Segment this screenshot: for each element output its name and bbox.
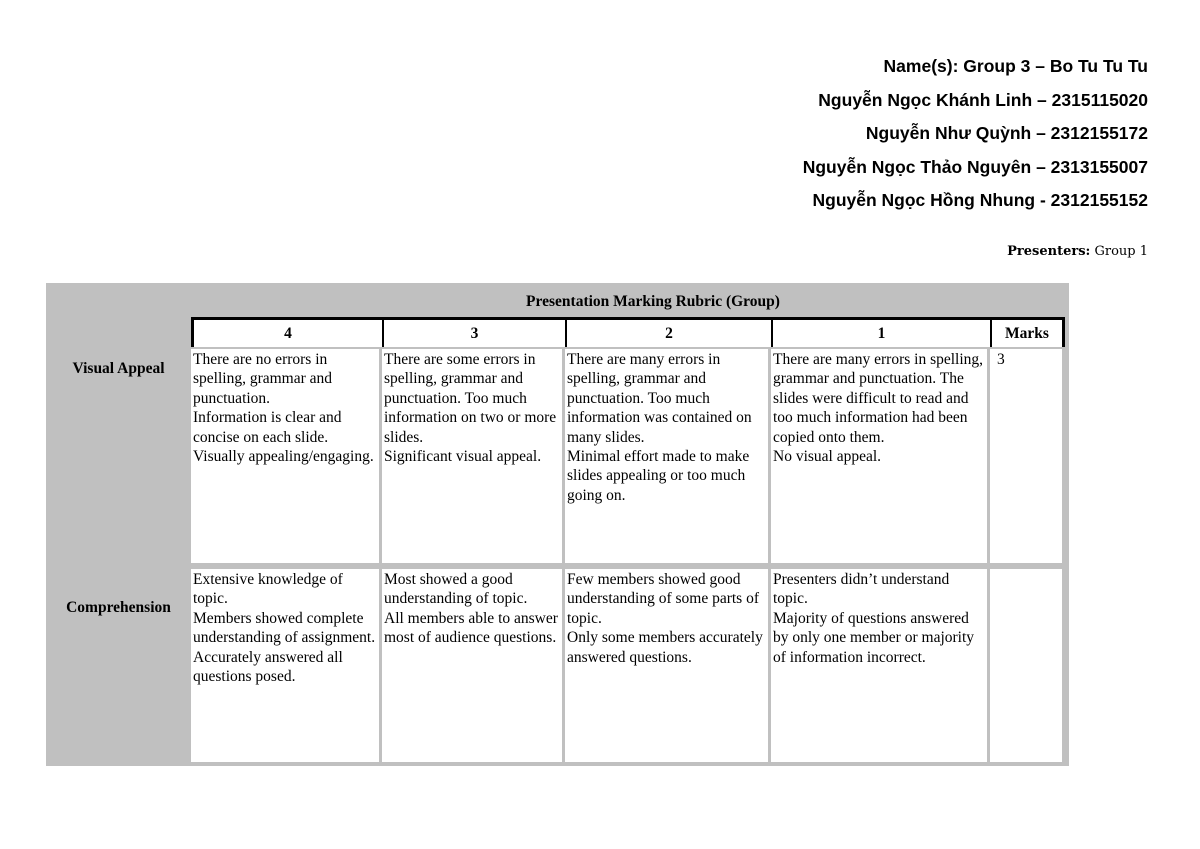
marks-cell xyxy=(990,569,1062,762)
presenters-value: Group 1 xyxy=(1090,244,1148,259)
table-cell: Few members showed good understanding of some parts of topic. Only some members accurately answered questions. xyxy=(565,569,768,762)
header-score-3: 3 xyxy=(382,317,565,347)
table-cell: There are many errors in spelling, grammar and punctuation. Too much information was contained on many slides. Minimal effort made to make slides appealing or too much going on. xyxy=(565,349,768,563)
marks-cell: 3 xyxy=(990,349,1062,563)
table-cell: Most showed a good understanding of topic. All members able to answer most of audience questions. xyxy=(382,569,562,762)
header-score-4: 4 xyxy=(191,317,382,347)
table-cell: There are many errors in spelling, grammar and punctuation. The slides were difficult to read and too much information had been copied onto them. No visual appeal. xyxy=(771,349,987,563)
presenters-label: Presenters: xyxy=(1007,244,1091,259)
group-name-line: Name(s): Group 3 – Bo Tu Tu Tu xyxy=(883,56,1148,76)
rubric-title: Presentation Marking Rubric (Group) xyxy=(526,293,780,310)
table-cell: Extensive knowledge of topic. Members showed complete understanding of assignment. Accurately answered all questions posed. xyxy=(191,569,379,762)
member-name-line: Nguyễn Ngọc Hồng Nhung - 2312155152 xyxy=(812,190,1148,210)
table-cell: There are some errors in spelling, grammar and punctuation. Too much information on two or more slides. Significant visual appeal. xyxy=(382,349,562,563)
header-score-1: 1 xyxy=(771,317,990,347)
table-cell: There are no errors in spelling, grammar and punctuation. Information is clear and concise on each slide. Visually appealing/engaging. xyxy=(191,349,379,563)
header-marks: Marks xyxy=(990,317,1065,347)
rubric-table xyxy=(46,283,1069,766)
member-name-line: Nguyễn Như Quỳnh – 2312155172 xyxy=(865,123,1148,143)
header-score-2: 2 xyxy=(565,317,771,347)
row-label-comprehension: Comprehension xyxy=(66,599,171,616)
presenters-line xyxy=(1007,244,1148,259)
table-cell: Presenters didn’t understand topic. Majority of questions answered by only one member or majority of information incorrect. xyxy=(771,569,987,762)
row-label-visual-appeal: Visual Appeal xyxy=(72,360,165,377)
member-name-line: Nguyễn Ngọc Thảo Nguyên – 2313155007 xyxy=(802,156,1148,177)
group-names-block xyxy=(803,50,1148,218)
member-name-line: Nguyễn Ngọc Khánh Linh – 2315115020 xyxy=(818,89,1148,110)
